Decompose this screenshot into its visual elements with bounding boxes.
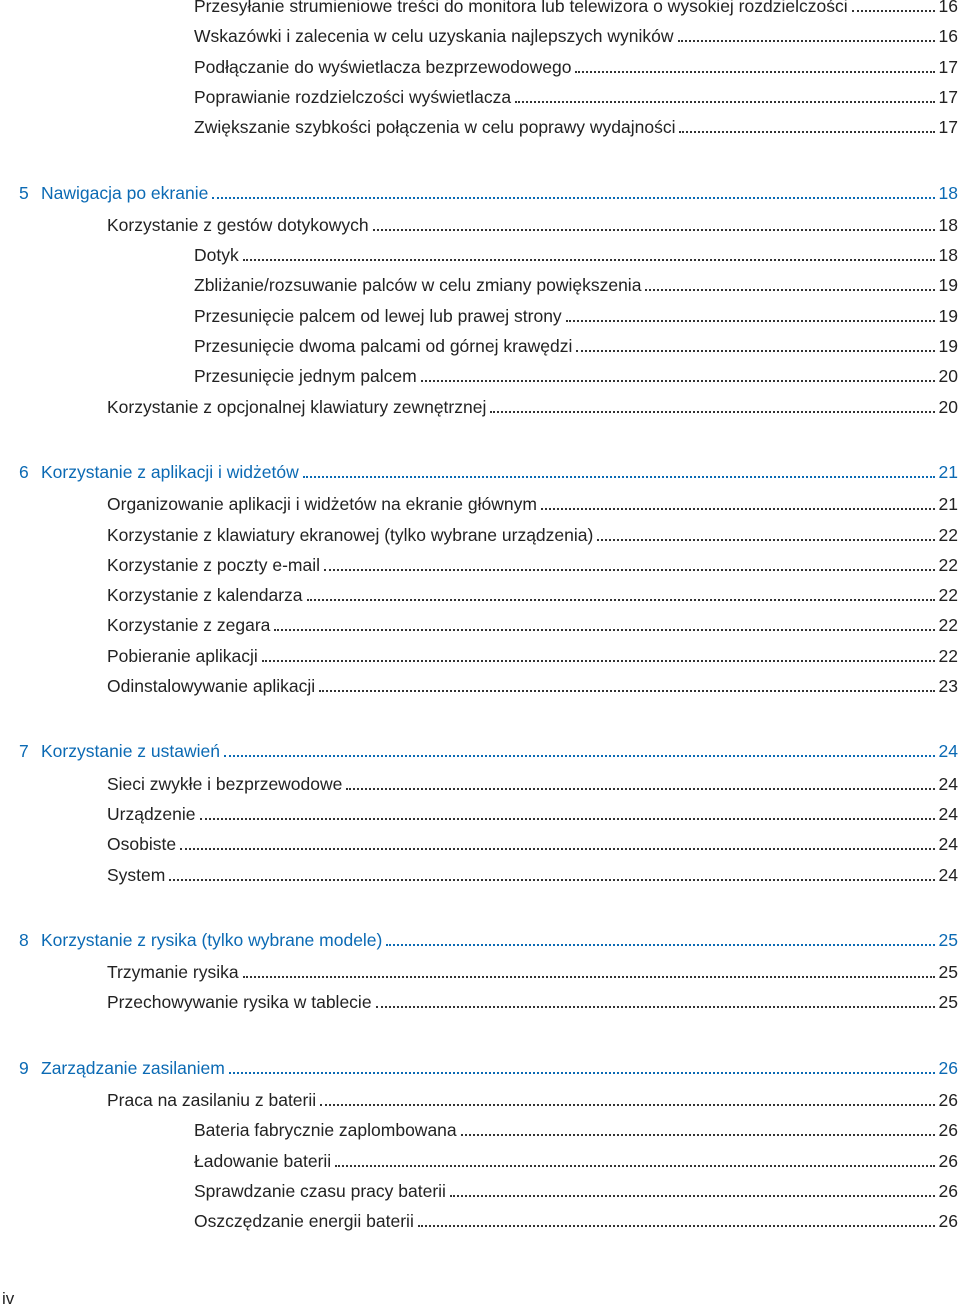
toc-entry-page-number: 24 <box>938 864 958 885</box>
toc-entry-title: Sieci zwykłe i bezprzewodowe <box>107 773 343 794</box>
toc-entry-title: Korzystanie z klawiatury ekranowej (tylko wybrane urządzenia) <box>107 524 594 545</box>
toc-entry-title: Korzystanie z poczty e-mail <box>107 554 320 575</box>
toc-entry-title: Odinstalowywanie aplikacji <box>107 676 316 696</box>
toc-entry[interactable] <box>107 800 958 824</box>
dot-leader <box>566 320 935 322</box>
toc-entry-page-number: 18 <box>938 245 958 266</box>
toc-entry-title: Zwiększanie szybkości połączenia w celu poprawy wydajności <box>194 117 676 138</box>
toc-entry-title: Poprawianie rozdzielczości wyświetlacza <box>194 86 512 107</box>
toc-entry-title: Pobieranie aplikacji <box>107 645 258 666</box>
toc-entry-page-number: 25 <box>938 992 958 1013</box>
toc-entry-page-number: 19 <box>938 305 958 326</box>
dot-leader <box>461 1134 935 1136</box>
toc-entry-title: Korzystanie z kalendarza <box>107 585 303 606</box>
dot-leader <box>324 569 935 571</box>
toc-chapter-entry[interactable] <box>19 179 958 203</box>
toc-entry-page-number: 21 <box>938 494 958 515</box>
dot-leader <box>852 10 935 12</box>
dot-leader <box>386 944 934 946</box>
toc-entry-page-number: 22 <box>938 585 958 606</box>
chapter-number: 5 <box>19 182 29 203</box>
toc-entry-page-number: 24 <box>938 741 958 762</box>
dot-leader <box>645 289 934 291</box>
dot-leader <box>169 879 934 881</box>
toc-entry[interactable] <box>194 0 958 16</box>
toc-entry-title: Korzystanie z rysika (tylko wybrane modele) <box>41 929 383 950</box>
toc-entry[interactable] <box>107 490 958 514</box>
toc-entry[interactable] <box>194 362 958 386</box>
toc-entry-page-number: 20 <box>938 396 958 417</box>
dot-leader <box>576 350 934 352</box>
toc-entry[interactable] <box>107 830 958 854</box>
toc-entry-page-number: 24 <box>938 834 958 855</box>
toc-entry[interactable] <box>107 861 958 885</box>
toc-entry-page-number: 25 <box>938 929 958 950</box>
dot-leader <box>418 1225 935 1227</box>
toc-entry-page-number: 20 <box>938 366 958 387</box>
dot-leader <box>490 411 934 413</box>
dot-leader <box>421 380 935 382</box>
toc-entry-page-number: 22 <box>938 554 958 575</box>
toc-entry[interactable] <box>107 988 958 1012</box>
toc-entry-title: System <box>107 864 166 885</box>
dot-leader <box>575 71 934 73</box>
toc-entry[interactable] <box>107 611 958 635</box>
toc-entry-page-number: 24 <box>938 773 958 794</box>
chapter-number: 6 <box>19 461 29 482</box>
toc-entry[interactable] <box>107 1086 958 1110</box>
toc-entry-title: Wskazówki i zalecenia w celu uzyskania najlepszych wyników <box>194 26 674 47</box>
toc-entry[interactable] <box>107 581 958 605</box>
toc-entry-title: Przesunięcie palcem od lewej lub prawej strony <box>194 305 562 326</box>
toc-entry[interactable] <box>194 1147 958 1171</box>
toc-entry[interactable] <box>194 22 958 46</box>
toc-entry-page-number: 19 <box>938 275 958 296</box>
dot-leader <box>243 259 935 261</box>
chapter-number: 8 <box>19 929 29 950</box>
dot-leader <box>262 660 935 662</box>
dot-leader <box>319 690 934 692</box>
toc-entry-title: Przesyłanie strumieniowe treści do monitora lub telewizora o wysokiej rozdzielczości <box>194 0 848 16</box>
toc-entry-title: Urządzenie <box>107 803 196 824</box>
dot-leader <box>212 197 934 199</box>
toc-entry[interactable] <box>194 53 958 77</box>
toc-entry[interactable] <box>107 521 958 545</box>
toc-entry-page-number: 17 <box>938 117 958 138</box>
toc-entry-page-number: 22 <box>938 615 958 636</box>
toc-entry-title: Bateria fabrycznie zaplombowana <box>194 1120 457 1141</box>
dot-leader <box>303 476 935 478</box>
toc-entry[interactable] <box>107 642 958 666</box>
dot-leader <box>376 1006 935 1008</box>
toc-entry-page-number: 18 <box>938 214 958 235</box>
toc-entry-title: Zarządzanie zasilaniem <box>41 1057 225 1078</box>
toc-entry[interactable] <box>194 332 958 356</box>
toc-entry-page-number: 26 <box>938 1150 958 1171</box>
dot-leader <box>320 1104 934 1106</box>
dot-leader <box>450 1195 935 1197</box>
toc-entry[interactable] <box>107 958 958 982</box>
toc-entry[interactable] <box>194 1177 958 1201</box>
toc-entry-page-number: 16 <box>938 0 958 16</box>
toc-entry[interactable] <box>107 211 958 235</box>
toc-entry-title: Praca na zasilaniu z baterii <box>107 1090 317 1110</box>
dot-leader <box>541 508 935 510</box>
dot-leader <box>373 229 935 231</box>
toc-entry-page-number: 18 <box>938 182 958 203</box>
dot-leader <box>346 788 934 790</box>
toc-entry[interactable] <box>194 271 958 295</box>
toc-entry-title: Przechowywanie rysika w tablecie <box>107 992 372 1013</box>
dot-leader <box>335 1165 934 1167</box>
toc-chapter-entry[interactable] <box>19 458 958 482</box>
toc-chapter-entry[interactable] <box>19 1054 958 1078</box>
toc-entry-title: Korzystanie z gestów dotykowych <box>107 214 369 235</box>
toc-entry-title: Podłączanie do wyświetlacza bezprzewodowego <box>194 56 572 77</box>
toc-entry-title: Ładowanie baterii <box>194 1150 332 1171</box>
chapter-number: 7 <box>19 741 29 762</box>
dot-leader <box>597 539 934 541</box>
toc-entry[interactable] <box>107 770 958 794</box>
toc-chapter-entry[interactable] <box>19 926 958 950</box>
toc-entry-page-number: 17 <box>938 56 958 77</box>
toc-entry-title: Korzystanie z opcjonalnej klawiatury zewnętrznej <box>107 396 487 417</box>
toc-entry-page-number: 22 <box>938 524 958 545</box>
toc-entry-page-number: 25 <box>938 962 958 983</box>
toc-entry[interactable] <box>194 83 958 107</box>
dot-leader <box>243 976 935 978</box>
toc-entry[interactable] <box>107 393 958 417</box>
toc-entry-page-number: 16 <box>938 26 958 47</box>
toc-entry[interactable] <box>107 551 958 575</box>
toc-entry-title: Trzymanie rysika <box>107 962 239 983</box>
toc-entry-page-number: 22 <box>938 645 958 666</box>
toc-entry-title: Korzystanie z zegara <box>107 615 271 636</box>
toc-entry-page-number: 23 <box>938 676 958 696</box>
dot-leader <box>180 848 934 850</box>
toc-entry-title: Dotyk <box>194 245 239 266</box>
dot-leader <box>307 599 935 601</box>
toc-entry[interactable] <box>194 113 958 137</box>
toc-entry-title: Korzystanie z aplikacji i widżetów <box>41 461 299 482</box>
toc-entry-title: Korzystanie z ustawień <box>41 741 220 762</box>
toc-entry[interactable] <box>107 672 958 696</box>
toc-entry-page-number: 26 <box>938 1057 958 1078</box>
toc-entry[interactable] <box>194 241 958 265</box>
dot-leader <box>224 755 935 757</box>
toc-entry-page-number: 26 <box>938 1211 958 1232</box>
toc-entry-title: Sprawdzanie czasu pracy baterii <box>194 1180 446 1201</box>
toc-entry-page-number: 17 <box>938 86 958 107</box>
dot-leader <box>229 1072 935 1074</box>
toc-entry-page-number: 26 <box>938 1120 958 1141</box>
dot-leader <box>679 131 934 133</box>
toc-entry-title: Zbliżanie/rozsuwanie palców w celu zmiany powiększenia <box>194 275 642 296</box>
dot-leader <box>274 629 934 631</box>
toc-entry-page-number: 26 <box>938 1090 958 1110</box>
toc-entry-title: Przesunięcie jednym palcem <box>194 366 417 387</box>
dot-leader <box>515 101 934 103</box>
toc-entry-page-number: 26 <box>938 1180 958 1201</box>
toc-entry-title: Oszczędzanie energii baterii <box>194 1211 414 1232</box>
toc-entry-title: Nawigacja po ekranie <box>41 182 209 203</box>
footer-page-number: iv <box>2 1289 15 1308</box>
toc-entry-page-number: 24 <box>938 803 958 824</box>
dot-leader <box>200 818 935 820</box>
toc-entry[interactable] <box>194 1207 958 1231</box>
chapter-number: 9 <box>19 1057 29 1078</box>
toc-entry-page-number: 19 <box>938 336 958 356</box>
toc-entry-title: Organizowanie aplikacji i widżetów na ekranie głównym <box>107 494 537 515</box>
toc-entry-page-number: 21 <box>938 461 958 482</box>
toc-entry[interactable] <box>194 1116 958 1140</box>
toc-chapter-entry[interactable] <box>19 737 958 762</box>
toc-entry-title: Przesunięcie dwoma palcami od górnej krawędzi <box>194 336 573 356</box>
dot-leader <box>678 40 935 42</box>
toc-entry[interactable] <box>194 302 958 326</box>
toc-entry-title: Osobiste <box>107 834 177 855</box>
